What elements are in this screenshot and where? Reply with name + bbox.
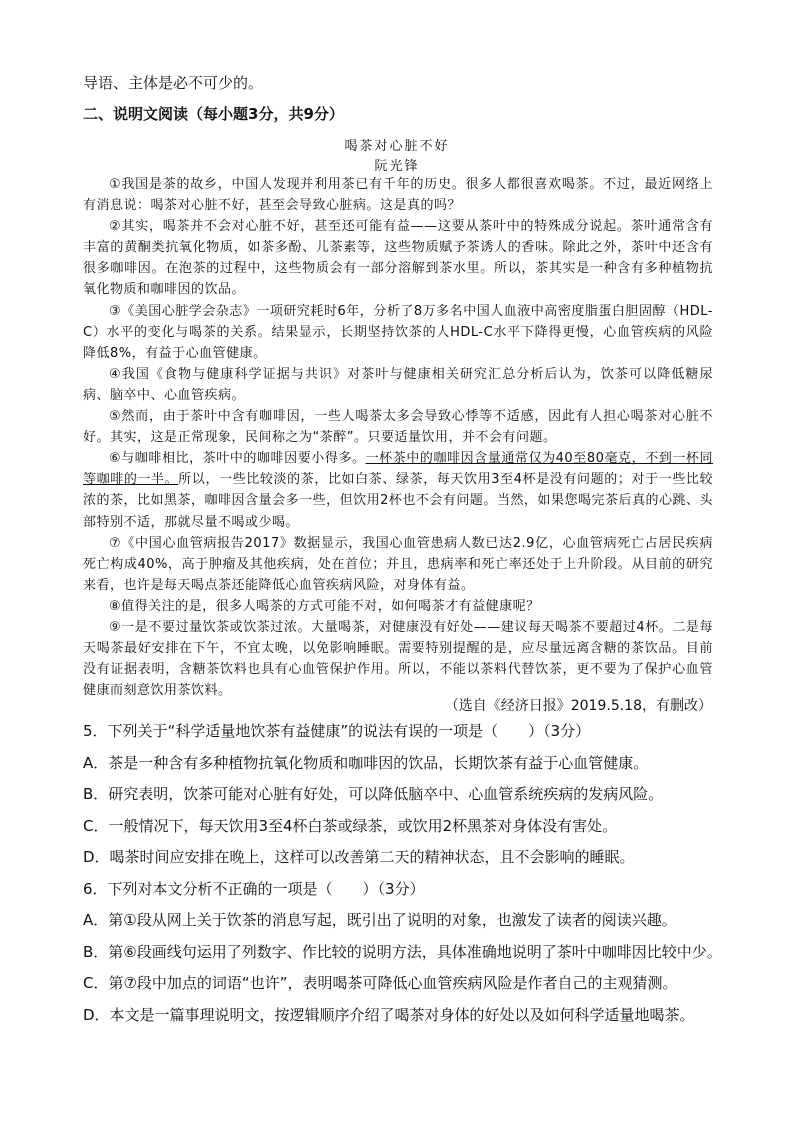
paragraph-4: ④我国《食物与健康科学证据与共识》对茶叶与健康相关研究汇总分析后认为，饮茶可以降低糖尿病、脑卒中、心血管疾病。 — [83, 366, 713, 403]
paragraph-6 — [83, 448, 713, 532]
question-6-option-b: B．第⑥段画线句运用了列数字、作比较的说明方法，具体准确地说明了茶叶中咖啡因比较中少。 — [83, 943, 722, 961]
paragraph-2: ②其实，喝茶并不会对心脏不好，甚至还可能有益——这要从茶叶中的特殊成分说起。茶叶通常含有丰富的黄酮类抗氧化物质，如茶多酚、儿茶素等，这些物质赋予茶诱人的香味。除此之外，茶叶中还含有很多咖啡因。在泡茶的过程中，这些物质会有一部分溶解到茶水里。所以，茶其实是一种含有多种植物抗氧化物质和咖啡因的饮品。 — [83, 219, 713, 298]
question-6-option-c: C．第⑦段中加点的词语“也许”，表明喝茶可降低心血管疾病风险是作者自己的主观猜测。 — [83, 974, 678, 992]
section-heading: 二、说明文阅读（每小题3分，共9分） — [83, 105, 344, 123]
article-title: 喝茶对心脏不好 — [344, 139, 450, 154]
question-5-stem: 5．下列关于“科学适量地饮茶有益健康”的说法有误的一项是（ ）（3分） — [83, 722, 591, 740]
paragraph-6-rest: 所以，一些比较淡的茶，比如白茶、绿茶，每天饮用3至4杯是没有问题的；对于一些比较浓的茶，比如黑茶，咖啡因含量会多一些，但饮用2杯也不会有问题。当然，如果您喝完茶后真的心跳、头部特别不适，那就尽量不喝或少喝。 — [83, 472, 713, 530]
question-6-stem: 6．下列对本文分析不正确的一项是（ ）（3分） — [83, 880, 425, 898]
article-author: 阮光锋 — [374, 159, 420, 174]
paragraph-1: ①我国是茶的故乡，中国人发现并利用茶已有千年的历史。很多人都很喜欢喝茶。不过，最近网络上有消息说：喝茶对心脏不好，甚至会导致心脏病。这是真的吗？ — [83, 177, 713, 214]
article-body — [83, 174, 713, 701]
paragraph-9: ⑨一是不要过量饮茶或饮茶过浓。大量喝茶，对健康没有好处——建议每天喝茶不要超过4杯。二是每天喝茶最好安排在下午，不宜太晚，以免影响睡眠。需要特别提醒的是，应尽量远离含糖的茶饮品。目前没有证据表明，含糖茶饮料也具有心血管保护作用。所以，不能以茶料代替饮茶，更不要为了保护心血管健康而刻意饮用茶饮料。 — [83, 619, 713, 699]
question-5-option-d: D．喝茶时间应安排在晚上，这样可以改善第二天的精神状态，且不会影响的睡眠。 — [83, 848, 635, 866]
question-6-option-d: D．本文是一篇事理说明文，按逻辑顺序介绍了喝茶对身体的好处以及如何科学适量地喝茶。 — [83, 1006, 695, 1024]
paragraph-6-underlined-sentence: 一杯茶中的咖啡因含量通常仅为40至80毫克，不到一杯同等咖啡的一半。 — [83, 451, 713, 488]
question-5-option-b: B．研究表明，饮茶可能对心脏有好处，可以降低脑卒中、心血管系统疾病的发病风险。 — [83, 785, 664, 803]
previous-text-line: 导语、主体是必不可少的。 — [83, 74, 264, 92]
paragraph-5: ⑤然而，由于茶叶中含有咖啡因，一些人喝茶太多会导致心悸等不适感，因此有人担心喝茶对心脏不好。其实，这是正常现象，民间称之为“茶醉”。只要适量饮用，并不会有问题。 — [83, 409, 713, 446]
paragraph-8: ⑧值得关注的是，很多人喝茶的方式可能不对，如何喝茶才有益健康呢？ — [109, 598, 540, 614]
article-source: （选自《经济日报》2019.5.18，有删改） — [444, 698, 712, 714]
paragraph-6-intro: ⑥与咖啡相比，茶叶中的咖啡因要小得多。 — [109, 451, 366, 467]
question-6-option-a: A．第①段从网上关于饮茶的消息写起，既引出了说明的对象，也激发了读者的阅读兴趣。 — [83, 911, 677, 929]
paragraph-7: ⑦《中国心血管病报告2017》数据显示，我国心血管患病人数已达2.9亿，心血管病死亡占居民疾病死亡构成40%，高于肿瘤及其他疾病，处在首位；并且，患病率和死亡率还处于上升阶段。从目前的研究来看，也许是每天喝点茶还能降低心血管疾病风险，对身体有益。 — [83, 535, 713, 593]
paragraph-3: ③《美国心脏学会杂志》一项研究耗时6年，分析了8万多名中国人血液中高密度脂蛋白胆固醇（HDL-C）水平的变化与喝茶的关系。结果显示，长期坚持饮茶的人HDL-C水平下降得更慢，心血管疾病的风险降低8%，有益于心血管健康。 — [83, 303, 713, 361]
question-5-option-c: C．一般情况下，每天饮用3至4杯白茶或绿茶，或饮用2杯黑茶对身体没有害处。 — [83, 817, 618, 835]
question-5-option-a: A．茶是一种含有多种植物抗氧化物质和咖啡因的饮品，长期饮茶有益于心血管健康。 — [83, 754, 649, 772]
